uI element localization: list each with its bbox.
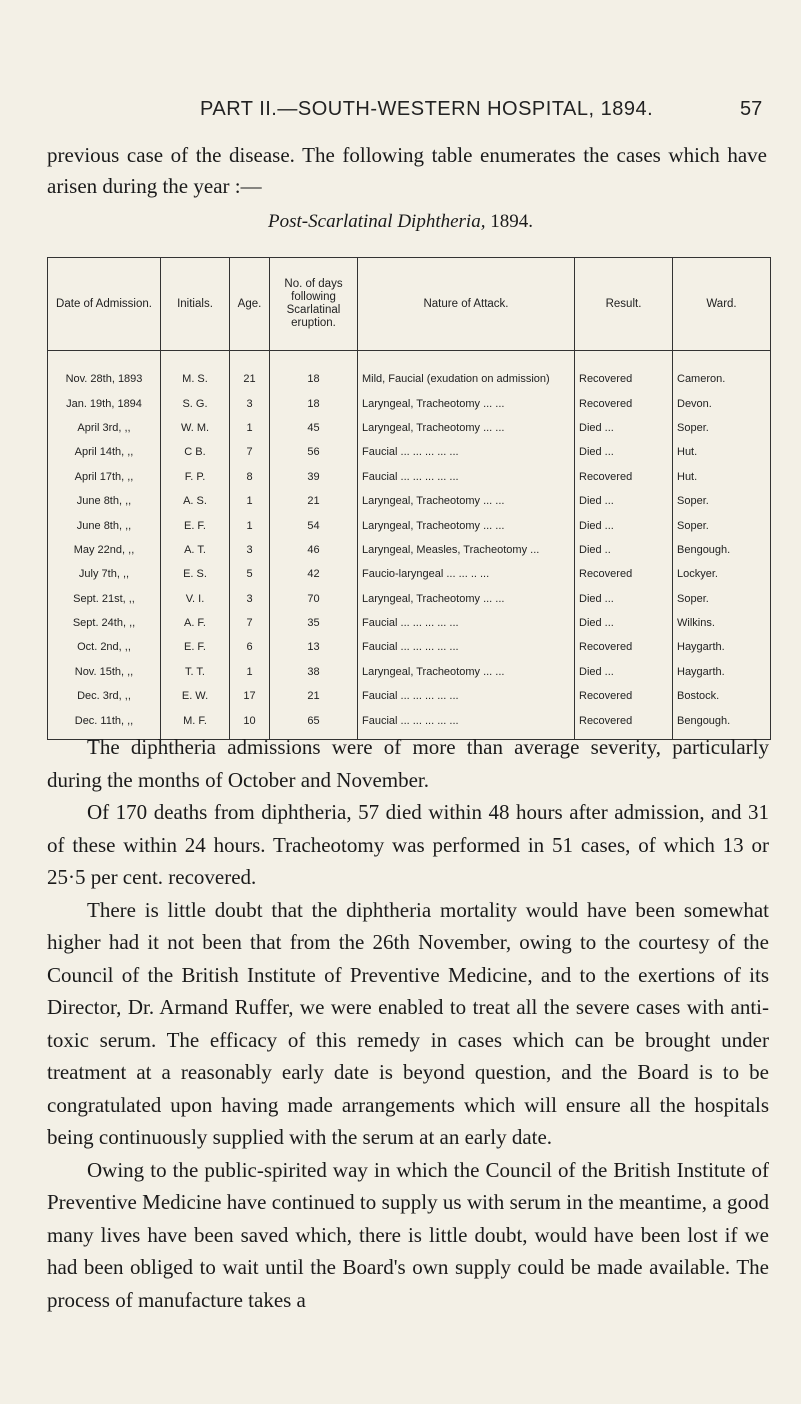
cell-initials: A. T. (161, 538, 230, 562)
page-header (0, 98, 801, 128)
table-header-row (48, 258, 771, 351)
cell-ward: Devon. (673, 391, 771, 415)
cell-result: Recovered (575, 684, 673, 708)
cell-attack: Laryngeal, Tracheotomy ... ... (358, 489, 575, 513)
cell-initials: T. T. (161, 660, 230, 684)
table-row (48, 351, 771, 392)
cell-result: Recovered (575, 635, 673, 659)
cell-days: 45 (270, 416, 358, 440)
cell-ward: Haygarth. (673, 660, 771, 684)
cell-result: Died ... (575, 489, 673, 513)
cell-date: Jan. 19th, 1894 (48, 391, 161, 415)
cell-result: Died ... (575, 660, 673, 684)
cell-days: 39 (270, 465, 358, 489)
col-header-initials: Initials. (161, 258, 230, 351)
cell-age: 3 (230, 587, 270, 611)
cell-days: 42 (270, 562, 358, 586)
cell-age: 1 (230, 489, 270, 513)
table-row (48, 562, 771, 586)
table-row (48, 391, 771, 415)
cell-attack: Faucial ... ... ... ... ... (358, 440, 575, 464)
running-head: PART II.—SOUTH-WESTERN HOSPITAL, 1894. (200, 98, 654, 120)
table-row (48, 587, 771, 611)
cell-attack: Faucial ... ... ... ... ... (358, 611, 575, 635)
col-header-result: Result. (575, 258, 673, 351)
cell-initials: E. F. (161, 513, 230, 537)
cell-date: June 8th, ,, (48, 513, 161, 537)
cell-age: 10 (230, 708, 270, 739)
cell-date: April 14th, ,, (48, 440, 161, 464)
cell-initials: M. F. (161, 708, 230, 739)
cell-attack: Faucial ... ... ... ... ... (358, 465, 575, 489)
col-header-age: Age. (230, 258, 270, 351)
cell-days: 18 (270, 391, 358, 415)
table-row (48, 416, 771, 440)
cell-result: Recovered (575, 465, 673, 489)
cell-initials: S. G. (161, 391, 230, 415)
cell-age: 21 (230, 351, 270, 392)
cell-date: Sept. 21st, ,, (48, 587, 161, 611)
cell-ward: Bengough. (673, 708, 771, 739)
cell-attack: Mild, Faucial (exudation on admission) (358, 351, 575, 392)
cell-initials: A. F. (161, 611, 230, 635)
paragraph: Owing to the public-spirited way in which the Council of the British Institute of Preventive Medicine have continued to supply us with serum in the meantime, a good many lives have been saved which, there is little doubt, would have been lost if we had been obliged to wait until the Board's own supply could be made available. The process of manufacture takes a (47, 1157, 769, 1312)
cell-attack: Faucial ... ... ... ... ... (358, 684, 575, 708)
body-text (47, 731, 769, 1316)
cell-date: Oct. 2nd, ,, (48, 635, 161, 659)
cell-attack: Laryngeal, Tracheotomy ... ... (358, 513, 575, 537)
cell-result: Died ... (575, 416, 673, 440)
cell-result: Recovered (575, 708, 673, 739)
cell-age: 5 (230, 562, 270, 586)
cell-date: Nov. 15th, ,, (48, 660, 161, 684)
cell-initials: E. F. (161, 635, 230, 659)
cell-date: June 8th, ,, (48, 489, 161, 513)
cell-date: Nov. 28th, 1893 (48, 351, 161, 392)
cell-days: 65 (270, 708, 358, 739)
cell-attack: Faucial ... ... ... ... ... (358, 708, 575, 739)
cell-ward: Wilkins. (673, 611, 771, 635)
col-header-days: No. of days following Scarlatinal eruption. (270, 258, 358, 351)
paragraph: The diphtheria admissions were of more than average severity, particularly during the months of October and November. (47, 735, 769, 792)
cell-date: Dec. 11th, ,, (48, 708, 161, 739)
table-row (48, 611, 771, 635)
cell-date: April 3rd, ,, (48, 416, 161, 440)
cell-days: 35 (270, 611, 358, 635)
cell-initials: E. S. (161, 562, 230, 586)
intro-paragraph: previous case of the disease. The following table enumerates the cases which have arisen during the year :— (47, 143, 767, 198)
cell-initials: A. S. (161, 489, 230, 513)
cell-days: 46 (270, 538, 358, 562)
table-caption-title: Post-Scarlatinal Diphtheria, (268, 211, 486, 232)
paragraph: Of 170 deaths from diphtheria, 57 died within 48 hours after admission, and 31 of these within 24 hours. Tracheotomy was performed in 51 cases, of which 13 or 25·5 per cent. recovered. (47, 800, 769, 889)
cell-initials: W. M. (161, 416, 230, 440)
cell-ward: Lockyer. (673, 562, 771, 586)
cell-ward: Haygarth. (673, 635, 771, 659)
cell-result: Died ... (575, 513, 673, 537)
cell-age: 3 (230, 391, 270, 415)
cell-result: Died ... (575, 440, 673, 464)
cell-ward: Hut. (673, 465, 771, 489)
cell-days: 21 (270, 684, 358, 708)
cell-age: 3 (230, 538, 270, 562)
cell-age: 7 (230, 440, 270, 464)
cell-days: 21 (270, 489, 358, 513)
cell-result: Recovered (575, 351, 673, 392)
table-caption (0, 211, 801, 233)
cell-result: Died .. (575, 538, 673, 562)
table-row (48, 513, 771, 537)
cell-ward: Soper. (673, 587, 771, 611)
table-row (48, 684, 771, 708)
diphtheria-table (47, 257, 771, 740)
table-row (48, 440, 771, 464)
cell-initials: F. P. (161, 465, 230, 489)
cell-ward: Cameron. (673, 351, 771, 392)
table-row (48, 465, 771, 489)
cell-days: 54 (270, 513, 358, 537)
page-number: 57 (740, 98, 763, 120)
cell-attack: Faucio-laryngeal ... ... .. ... (358, 562, 575, 586)
cell-date: May 22nd, ,, (48, 538, 161, 562)
col-header-ward: Ward. (673, 258, 771, 351)
cell-age: 6 (230, 635, 270, 659)
cell-days: 56 (270, 440, 358, 464)
cell-date: Sept. 24th, ,, (48, 611, 161, 635)
cell-ward: Bostock. (673, 684, 771, 708)
cell-initials: V. I. (161, 587, 230, 611)
paragraph: There is little doubt that the diphtheria mortality would have been somewhat higher had it not been that from the 26th November, owing to the courtesy of the Council of the British Institute of Preventive Medicine, and to the exertions of its Director, Dr. Armand Ruffer, we were enabled to treat all the severe cases with anti-toxic serum. The efficacy of this remedy in cases which can be brought under treatment at a reasonably early date is beyond question, and the Board is to be congratulated upon having made arrangements which will ensure all the hospitals being continuously supplied with the serum at an early date. (47, 897, 769, 1149)
cell-ward: Soper. (673, 416, 771, 440)
cell-age: 1 (230, 416, 270, 440)
cell-days: 70 (270, 587, 358, 611)
cell-days: 38 (270, 660, 358, 684)
cell-age: 7 (230, 611, 270, 635)
table-row (48, 635, 771, 659)
col-header-attack: Nature of Attack. (358, 258, 575, 351)
cell-age: 8 (230, 465, 270, 489)
cell-ward: Soper. (673, 489, 771, 513)
cell-initials: M. S. (161, 351, 230, 392)
cell-attack: Laryngeal, Tracheotomy ... ... (358, 587, 575, 611)
table-row (48, 660, 771, 684)
cell-attack: Laryngeal, Measles, Tracheotomy ... (358, 538, 575, 562)
cell-ward: Hut. (673, 440, 771, 464)
cell-attack: Faucial ... ... ... ... ... (358, 635, 575, 659)
cell-age: 1 (230, 660, 270, 684)
cell-result: Died ... (575, 611, 673, 635)
cell-result: Recovered (575, 391, 673, 415)
cell-date: July 7th, ,, (48, 562, 161, 586)
cell-date: April 17th, ,, (48, 465, 161, 489)
cell-date: Dec. 3rd, ,, (48, 684, 161, 708)
cell-age: 1 (230, 513, 270, 537)
table-caption-year: 1894. (490, 211, 533, 232)
cell-attack: Laryngeal, Tracheotomy ... ... (358, 660, 575, 684)
table-row (48, 489, 771, 513)
table-row (48, 538, 771, 562)
cell-initials: C B. (161, 440, 230, 464)
cell-ward: Soper. (673, 513, 771, 537)
cell-days: 13 (270, 635, 358, 659)
cell-initials: E. W. (161, 684, 230, 708)
cell-result: Died ... (575, 587, 673, 611)
cell-result: Recovered (575, 562, 673, 586)
cell-age: 17 (230, 684, 270, 708)
col-header-date: Date of Admission. (48, 258, 161, 351)
cell-days: 18 (270, 351, 358, 392)
cell-attack: Laryngeal, Tracheotomy ... ... (358, 391, 575, 415)
cell-attack: Laryngeal, Tracheotomy ... ... (358, 416, 575, 440)
cell-ward: Bengough. (673, 538, 771, 562)
